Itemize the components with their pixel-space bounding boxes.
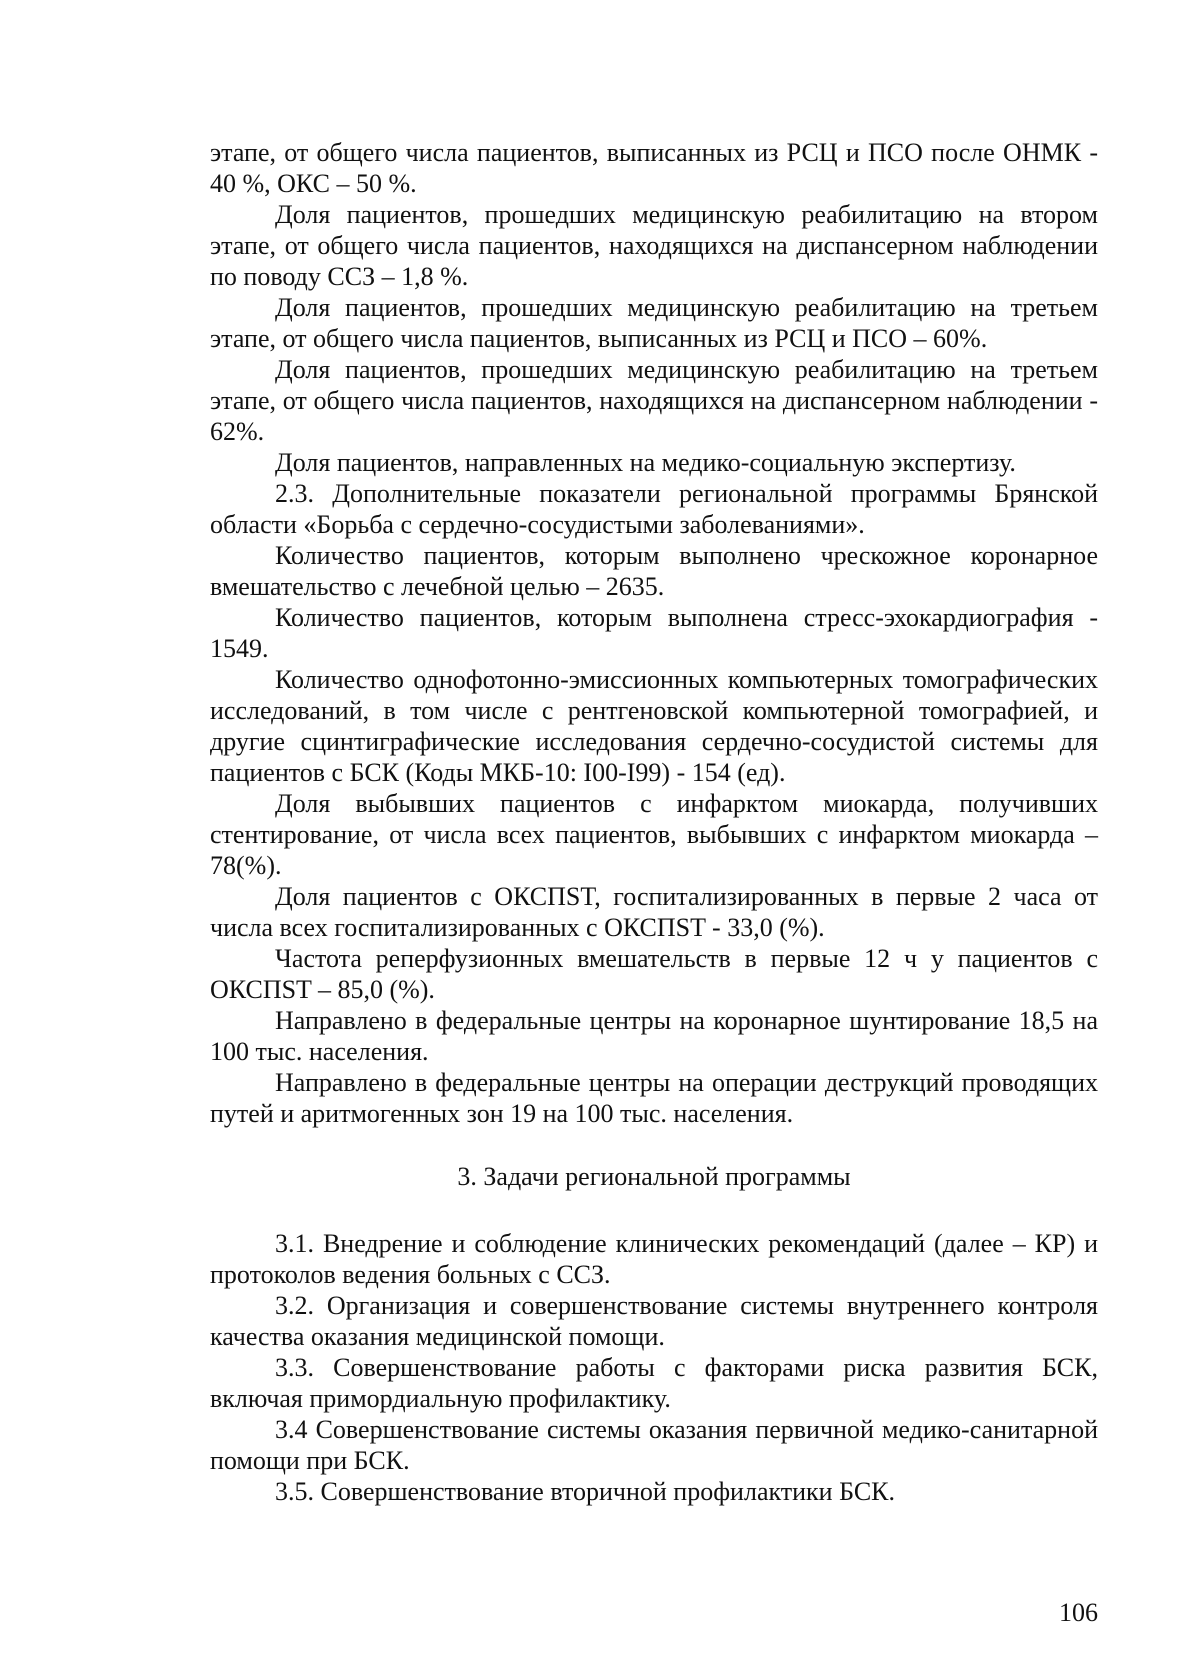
paragraph: Доля пациентов, направленных на медико-социальную экспертизу.: [275, 448, 1016, 477]
task-item-3-4: 3.4 Совершенствование системы оказания первичной медико-санитарной помощи при БСК.: [210, 1415, 1098, 1475]
paragraph: Частота реперфузионных вмешательств в первые 12 ч у пациентов с ОКСПST – 85,0 (%).: [210, 944, 1098, 1004]
paragraph: Доля выбывших пациентов с инфарктом миокарда, получивших стентирование, от числа всех пациентов, выбывших с инфарктом миокарда – 78(%).: [210, 789, 1098, 880]
paragraph: Доля пациентов, прошедших медицинскую реабилитацию на втором этапе, от общего числа пациентов, находящихся на диспансерном наблюдении по поводу ССЗ – 1,8 %.: [210, 200, 1098, 291]
paragraph: Доля пациентов с ОКСПST, госпитализированных в первые 2 часа от числа всех госпитализированных с ОКСПST - 33,0 (%).: [210, 882, 1098, 942]
page-number: 106: [1059, 1598, 1098, 1627]
page-content: [210, 137, 1098, 1507]
paragraph-subsection-2-3: 2.3. Дополнительные показатели региональной программы Брянской области «Борьба с сердечно-сосудистыми заболеваниями».: [210, 479, 1098, 539]
paragraph: Доля пациентов, прошедших медицинскую реабилитацию на третьем этапе, от общего числа пациентов, выписанных из РСЦ и ПСО – 60%.: [210, 293, 1098, 353]
task-item-3-5: 3.5. Совершенствование вторичной профилактики БСК.: [275, 1477, 896, 1506]
paragraph: Количество однофотонно-эмиссионных компьютерных томографических исследований, в том числе с рентгеновской компьютерной томографией, и другие сцинтиграфические исследования сердечно-сосудистой системы для пациентов с БСК (Коды МКБ-10: I00-I99) - 154 (ед).: [210, 665, 1098, 787]
paragraph: Доля пациентов, прошедших медицинскую реабилитацию на третьем этапе, от общего числа пациентов, находящихся на диспансерном наблюдении - 62%.: [210, 355, 1098, 446]
task-item-3-2: 3.2. Организация и совершенствование системы внутреннего контроля качества оказания медицинской помощи.: [210, 1291, 1098, 1351]
task-item-3-3: 3.3. Совершенствование работы с факторами риска развития БСК, включая примордиальную профилактику.: [210, 1353, 1098, 1413]
task-item-3-1: 3.1. Внедрение и соблюдение клинических рекомендаций (далее – КР) и протоколов ведения больных с ССЗ.: [210, 1229, 1098, 1289]
paragraph: Направлено в федеральные центры на операции деструкций проводящих путей и аритмогенных зон 19 на 100 тыс. населения.: [210, 1068, 1098, 1128]
paragraph-continuation: этапе, от общего числа пациентов, выписанных из РСЦ и ПСО после ОНМК - 40 %, ОКС – 50 %.: [210, 138, 1098, 198]
paragraph: Количество пациентов, которым выполнена стресс-эхокардиография - 1549.: [210, 603, 1098, 663]
section-heading: 3. Задачи региональной программы: [457, 1162, 851, 1191]
paragraph: Направлено в федеральные центры на коронарное шунтирование 18,5 на 100 тыс. населения.: [210, 1006, 1098, 1066]
paragraph: Количество пациентов, которым выполнено чрескожное коронарное вмешательство с лечебной целью – 2635.: [210, 541, 1098, 601]
